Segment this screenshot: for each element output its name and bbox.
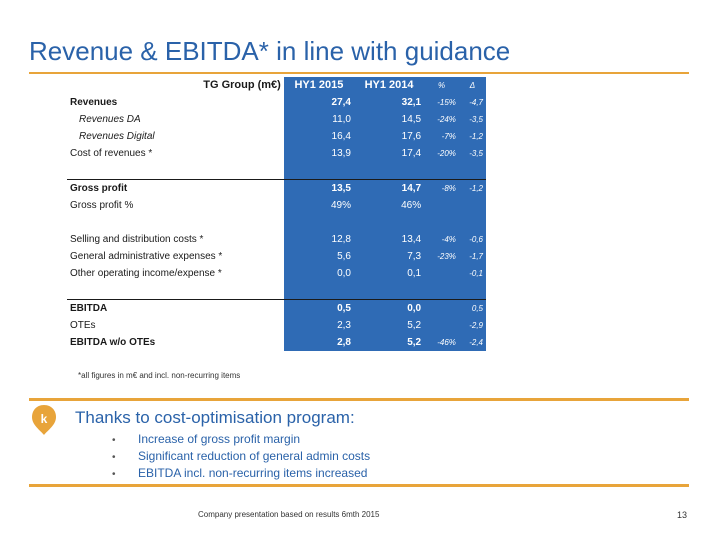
value-delta: -4,7 <box>459 94 486 111</box>
bullet-text: Increase of gross profit margin <box>138 432 301 446</box>
bullet-dot-icon: • <box>112 452 116 463</box>
value-hy1-2015: 2,3 <box>284 317 354 334</box>
table-row <box>67 300 486 318</box>
row-label: Selling and distribution costs * <box>70 234 204 245</box>
value-percent-change: -23% <box>424 248 459 265</box>
table-row <box>67 265 486 282</box>
thanks-heading: Thanks to cost-optimisation program: <box>75 408 355 427</box>
header-percent: % <box>424 77 459 94</box>
value-hy1-2015: 0,5 <box>284 300 354 318</box>
value-percent-change <box>424 214 459 231</box>
row-label: EBITDA <box>67 300 284 318</box>
value-hy1-2015: 0,0 <box>284 265 354 282</box>
value-percent-change <box>424 197 459 214</box>
bullet-item <box>112 465 370 482</box>
value-delta <box>459 197 486 214</box>
value-hy1-2015: 49% <box>284 197 354 214</box>
page-number: 13 <box>677 510 688 520</box>
value-percent-change: -15% <box>424 94 459 111</box>
value-hy1-2014: 46% <box>354 197 424 214</box>
bullet-text: EBITDA incl. non-recurring items increased <box>138 466 368 480</box>
value-hy1-2015: 27,4 <box>284 94 354 111</box>
table-row <box>67 180 486 198</box>
value-hy1-2014 <box>354 214 424 231</box>
row-label: OTEs <box>70 320 96 331</box>
value-percent-change <box>424 282 459 300</box>
row-label: Gross profit <box>67 180 284 198</box>
row-label: Other operating income/expense * <box>70 268 222 279</box>
header-hy1-2014: HY1 2014 <box>354 77 424 94</box>
value-percent-change: -24% <box>424 111 459 128</box>
value-delta: -1,7 <box>459 248 486 265</box>
row-label: EBITDA w/o OTEs <box>70 337 156 348</box>
value-hy1-2015: 13,9 <box>284 145 354 162</box>
row-label: Revenues DA <box>79 114 141 125</box>
row-label: Revenues <box>70 97 118 108</box>
value-hy1-2014 <box>354 282 424 300</box>
value-percent-change: -8% <box>424 180 459 198</box>
bullet-text: Significant reduction of general admin costs <box>138 449 371 463</box>
value-delta: -3,5 <box>459 111 486 128</box>
value-hy1-2015: 5,6 <box>284 248 354 265</box>
value-delta: -0,6 <box>459 231 486 248</box>
value-delta: -3,5 <box>459 145 486 162</box>
value-hy1-2015: 11,0 <box>284 111 354 128</box>
value-hy1-2014: 0,1 <box>354 265 424 282</box>
title-divider <box>29 72 689 74</box>
row-label: Cost of revenues * <box>70 148 153 159</box>
value-delta: -2,9 <box>459 317 486 334</box>
row-label: General administrative expenses * <box>70 251 223 262</box>
value-percent-change <box>424 317 459 334</box>
row-label: Gross profit % <box>70 200 134 211</box>
value-percent-change <box>424 265 459 282</box>
value-hy1-2015: 16,4 <box>284 128 354 145</box>
value-delta: -1,2 <box>459 180 486 198</box>
table-row <box>67 128 486 145</box>
row-label: Revenues Digital <box>79 131 155 142</box>
bullet-dot-icon: • <box>112 469 116 480</box>
section-divider-bottom <box>29 484 689 487</box>
table-row <box>67 94 486 111</box>
value-hy1-2015 <box>284 282 354 300</box>
table-spacer-row <box>67 282 486 300</box>
value-hy1-2014: 14,5 <box>354 111 424 128</box>
financial-table <box>67 77 486 351</box>
value-delta: -2,4 <box>459 334 486 351</box>
value-hy1-2014 <box>354 162 424 180</box>
table-row <box>67 145 486 162</box>
value-hy1-2014: 17,4 <box>354 145 424 162</box>
table-row <box>67 197 486 214</box>
header-hy1-2015: HY1 2015 <box>284 77 354 94</box>
header-label: TG Group (m€) <box>67 77 284 94</box>
value-percent-change <box>424 300 459 318</box>
table-row <box>67 111 486 128</box>
slide-title: Revenue & EBITDA* in line with guidance <box>29 36 511 66</box>
value-delta <box>459 162 486 180</box>
value-percent-change <box>424 162 459 180</box>
table-row <box>67 248 486 265</box>
value-percent-change: -20% <box>424 145 459 162</box>
value-hy1-2015: 13,5 <box>284 180 354 198</box>
value-hy1-2015 <box>284 162 354 180</box>
footnote: *all figures in m€ and incl. non-recurring items <box>78 371 241 380</box>
logo-letter: k <box>40 412 48 426</box>
value-percent-change: -46% <box>424 334 459 351</box>
table-spacer-row <box>67 162 486 180</box>
value-hy1-2015: 12,8 <box>284 231 354 248</box>
value-delta <box>459 214 486 231</box>
bullet-list <box>112 431 370 482</box>
value-hy1-2014: 32,1 <box>354 94 424 111</box>
section-divider-top <box>29 398 689 401</box>
row-label <box>67 162 284 180</box>
value-hy1-2015 <box>284 214 354 231</box>
bullet-dot-icon: • <box>112 435 116 446</box>
row-label <box>67 214 284 231</box>
bullet-item <box>112 431 370 448</box>
table-spacer-row <box>67 214 486 231</box>
value-hy1-2015: 2,8 <box>284 334 354 351</box>
value-hy1-2014: 13,4 <box>354 231 424 248</box>
value-delta: -0,1 <box>459 265 486 282</box>
table-header-row <box>67 77 486 94</box>
bullet-item <box>112 448 370 465</box>
value-delta: -1,2 <box>459 128 486 145</box>
value-hy1-2014: 17,6 <box>354 128 424 145</box>
row-label <box>67 282 284 300</box>
table-row <box>67 231 486 248</box>
value-percent-change: -4% <box>424 231 459 248</box>
company-logo-icon <box>30 404 58 436</box>
value-hy1-2014: 7,3 <box>354 248 424 265</box>
value-hy1-2014: 5,2 <box>354 334 424 351</box>
table-row <box>67 334 486 351</box>
value-delta <box>459 282 486 300</box>
footer-text: Company presentation based on results 6mth 2015 <box>198 510 380 519</box>
value-hy1-2014: 14,7 <box>354 180 424 198</box>
table-row <box>67 317 486 334</box>
value-hy1-2014: 5,2 <box>354 317 424 334</box>
value-hy1-2014: 0,0 <box>354 300 424 318</box>
value-percent-change: -7% <box>424 128 459 145</box>
value-delta: 0,5 <box>459 300 486 318</box>
header-delta: Δ <box>459 77 486 94</box>
